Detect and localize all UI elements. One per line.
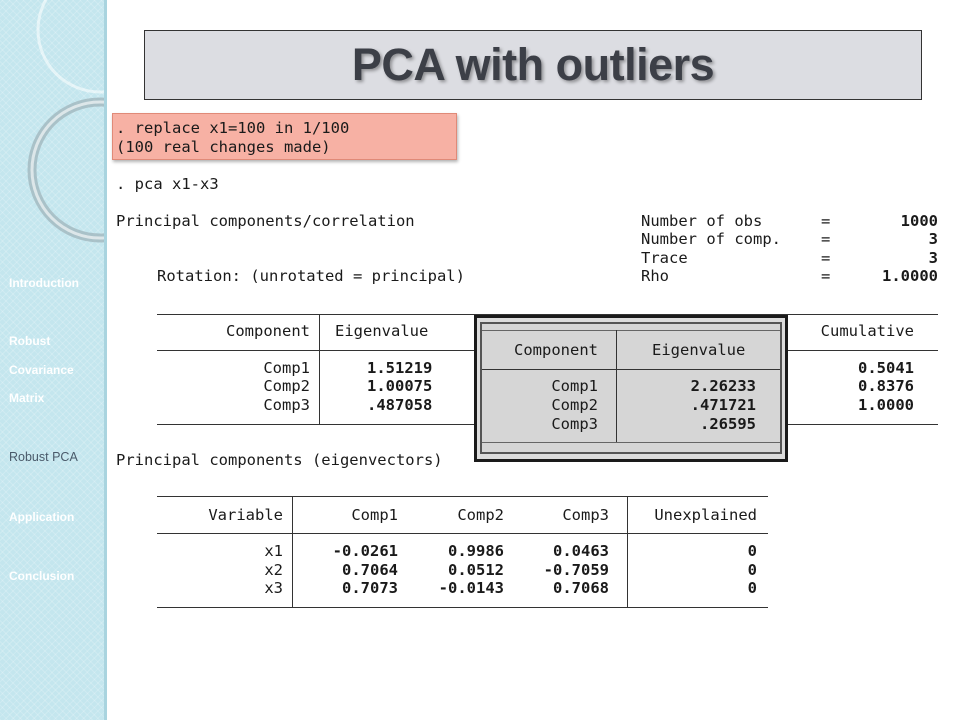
sidebar-item-covariance[interactable]: Covariance <box>9 363 74 377</box>
overlay-bottom-rule <box>482 442 780 443</box>
stat-eq-obs: = <box>821 212 831 230</box>
vector-table-bottom-rule <box>157 607 768 608</box>
eigen-row-component: Comp1 <box>263 359 310 377</box>
vector-row-unexplained: 0 <box>747 579 757 597</box>
pca-heading: Principal components/correlation <box>116 212 415 230</box>
slide-title: PCA with outliers <box>351 39 715 90</box>
overlay-row-component: Comp2 <box>551 396 598 414</box>
vector-row-comp1: 0.7064 <box>342 561 398 579</box>
eigen-row-cumulative: 0.5041 <box>858 359 914 377</box>
eigen-row-component: Comp3 <box>263 396 310 414</box>
vector-table-top-rule <box>157 496 768 497</box>
overlay-row-component: Comp3 <box>551 415 598 433</box>
stat-label-trace: Trace <box>641 249 688 267</box>
eigen-table-col-divider <box>319 314 320 425</box>
vector-row-comp1: 0.7073 <box>342 579 398 597</box>
eigen-row-eigenvalue: .487058 <box>367 396 433 414</box>
decorative-rings <box>0 0 104 260</box>
vector-header-comp1: Comp1 <box>351 506 398 524</box>
eigen-row-eigenvalue: 1.00075 <box>367 377 433 395</box>
eigenvectors-heading: Principal components (eigenvectors) <box>116 451 443 469</box>
stat-value-comp: 3 <box>928 230 938 248</box>
command-replace-result: (100 real changes made) <box>116 138 331 156</box>
sidebar-item-robust-pca[interactable]: Robust PCA <box>9 450 78 464</box>
eigen-header-eigenvalue: Eigenvalue <box>335 322 429 340</box>
vector-table-header-rule <box>157 533 768 534</box>
eigen-row-cumulative: 0.8376 <box>858 377 914 395</box>
stat-value-trace: 3 <box>928 249 938 267</box>
overlay-row-eigenvalue: .26595 <box>700 415 756 433</box>
stat-eq-comp: = <box>821 230 831 248</box>
overlay-header-rule <box>482 369 780 370</box>
eigen-row-cumulative: 1.0000 <box>858 396 914 414</box>
sidebar-item-introduction[interactable]: Introduction <box>9 276 79 290</box>
vector-table-col-divider <box>292 496 293 608</box>
sidebar-item-application[interactable]: Application <box>9 510 75 524</box>
overlay-row-eigenvalue: 2.26233 <box>690 377 756 395</box>
eigen-row-eigenvalue: 1.51219 <box>367 359 433 377</box>
vector-row-comp3: 0.0463 <box>553 542 609 560</box>
stat-eq-trace: = <box>821 249 831 267</box>
vector-header-comp2: Comp2 <box>457 506 504 524</box>
overlay-header-component: Component <box>514 341 598 359</box>
vector-row-unexplained: 0 <box>747 561 757 579</box>
command-replace: . replace x1=100 in 1/100 <box>116 119 350 137</box>
stat-label-obs: Number of obs <box>641 212 763 230</box>
vector-header-variable: Variable <box>208 506 283 524</box>
overlay-row-eigenvalue: .471721 <box>690 396 756 414</box>
overlay-col-divider <box>616 330 617 442</box>
stat-label-rho: Rho <box>641 267 669 285</box>
sidebar-item-robust[interactable]: Robust <box>9 334 51 348</box>
eigen-row-component: Comp2 <box>263 377 310 395</box>
overlay-top-rule <box>482 330 780 331</box>
eigen-header-component: Component <box>226 322 310 340</box>
vector-header-unexplained: Unexplained <box>654 506 757 524</box>
overlay-row-component: Comp1 <box>551 377 598 395</box>
vector-header-comp3: Comp3 <box>562 506 609 524</box>
rotation-text: Rotation: (unrotated = principal) <box>157 267 465 285</box>
stat-eq-rho: = <box>821 267 831 285</box>
vector-table-col-divider <box>627 496 628 608</box>
sidebar-item-conclusion[interactable]: Conclusion <box>9 569 75 583</box>
stat-value-rho: 1.0000 <box>882 267 938 285</box>
vector-row-comp2: -0.0143 <box>438 579 504 597</box>
title-box <box>144 30 922 100</box>
vector-row-comp2: 0.9986 <box>448 542 504 560</box>
vector-row-comp1: -0.0261 <box>332 542 398 560</box>
vector-row-comp3: -0.7059 <box>543 561 609 579</box>
stat-label-comp: Number of comp. <box>641 230 781 248</box>
eigen-header-cumulative: Cumulative <box>820 322 914 340</box>
vector-row-variable: x3 <box>264 579 283 597</box>
stat-value-obs: 1000 <box>900 212 938 230</box>
command-pca: . pca x1-x3 <box>116 175 219 193</box>
vector-row-variable: x1 <box>264 542 283 560</box>
vector-row-comp2: 0.0512 <box>448 561 504 579</box>
vector-row-comp3: 0.7068 <box>553 579 609 597</box>
sidebar <box>0 0 107 720</box>
vector-row-unexplained: 0 <box>747 542 757 560</box>
overlay-header-eigenvalue: Eigenvalue <box>652 341 746 359</box>
vector-row-variable: x2 <box>264 561 283 579</box>
sidebar-item-matrix[interactable]: Matrix <box>9 391 45 405</box>
